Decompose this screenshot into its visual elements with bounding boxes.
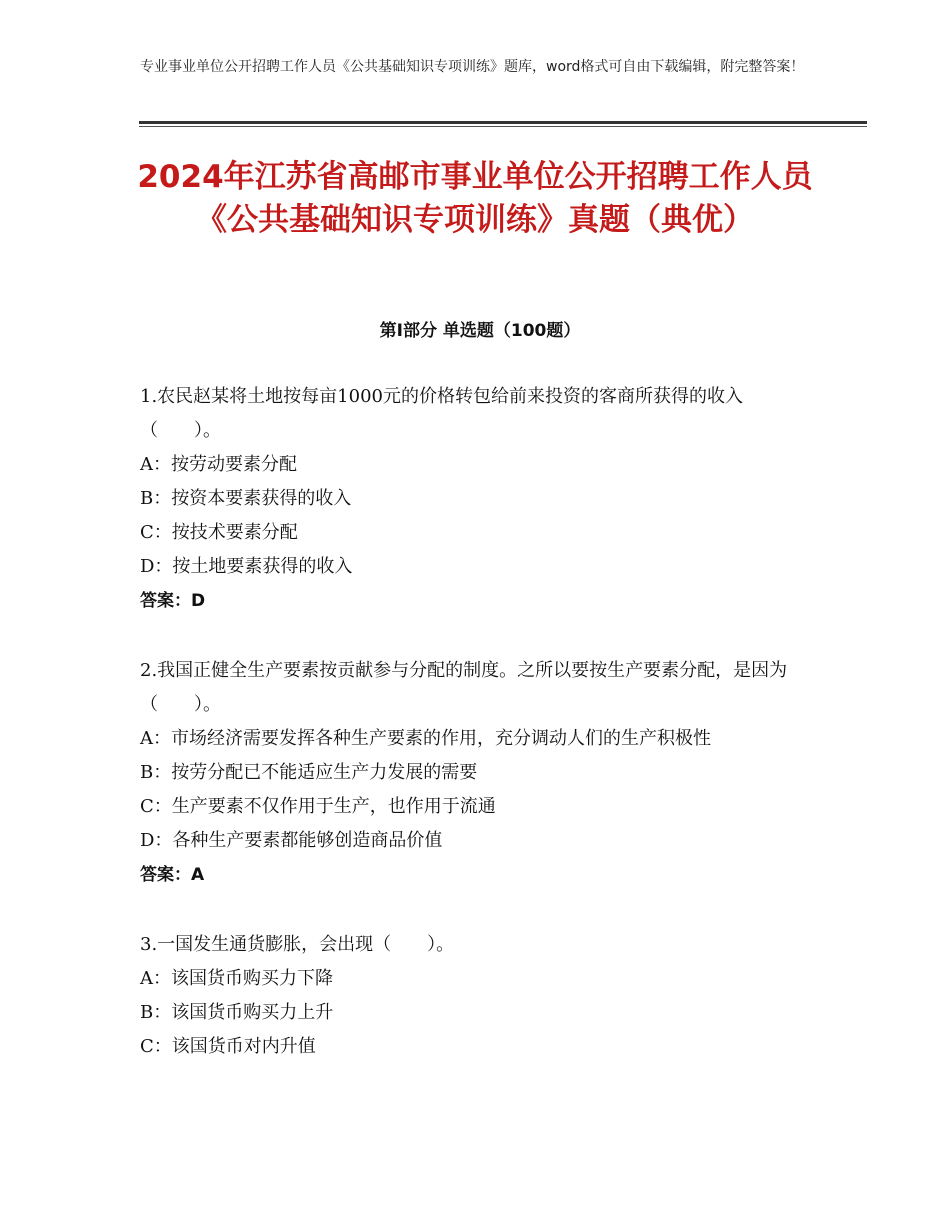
answer-line: 答案：A: [140, 865, 205, 885]
option-a: A：市场经济需要发挥各种生产要素的作用，充分调动人们的生产积极性: [140, 728, 711, 749]
question-1: [140, 380, 810, 618]
header-note: 专业事业单位公开招聘工作人员《公共基础知识专项训练》题库，word格式可自由下载编辑，附完整答案！: [140, 59, 805, 75]
option-c: C：该国货币对内升值: [140, 1036, 316, 1057]
question-stem: 1.农民赵某将土地按每亩1000元的价格转包给前来投资的客商所获得的收入（ ）。: [140, 386, 743, 441]
document-title: 2024年江苏省高邮市事业单位公开招聘工作人员《公共基础知识专项训练》真题（典优）: [137, 159, 813, 238]
option-d: D：按土地要素获得的收入: [140, 556, 353, 577]
option-c: C：按技术要素分配: [140, 522, 298, 543]
option-c: C：生产要素不仅作用于生产，也作用于流通: [140, 796, 496, 817]
question-list: [140, 380, 810, 1100]
question-stem: 2.我国正健全生产要素按贡献参与分配的制度。之所以要按生产要素分配，是因为（ ）。: [140, 660, 788, 715]
answer-line: 答案：D: [140, 591, 206, 611]
option-a: A：按劳动要素分配: [140, 454, 297, 475]
header-divider-thick: [139, 121, 867, 124]
option-b: B：按资本要素获得的收入: [140, 488, 352, 509]
option-a: A：该国货币购买力下降: [140, 968, 333, 989]
option-b: B：按劳分配已不能适应生产力发展的需要: [140, 762, 478, 783]
header-divider-thin: [139, 126, 867, 127]
option-b: B：该国货币购买力上升: [140, 1002, 334, 1023]
option-d: D：各种生产要素都能够创造商品价值: [140, 830, 443, 851]
question-3: [140, 928, 810, 1064]
question-2: [140, 654, 810, 892]
section-title: 第Ⅰ部分 单选题（100题）: [379, 321, 581, 341]
question-stem: 3.一国发生通货膨胀，会出现（ ）。: [140, 934, 455, 955]
